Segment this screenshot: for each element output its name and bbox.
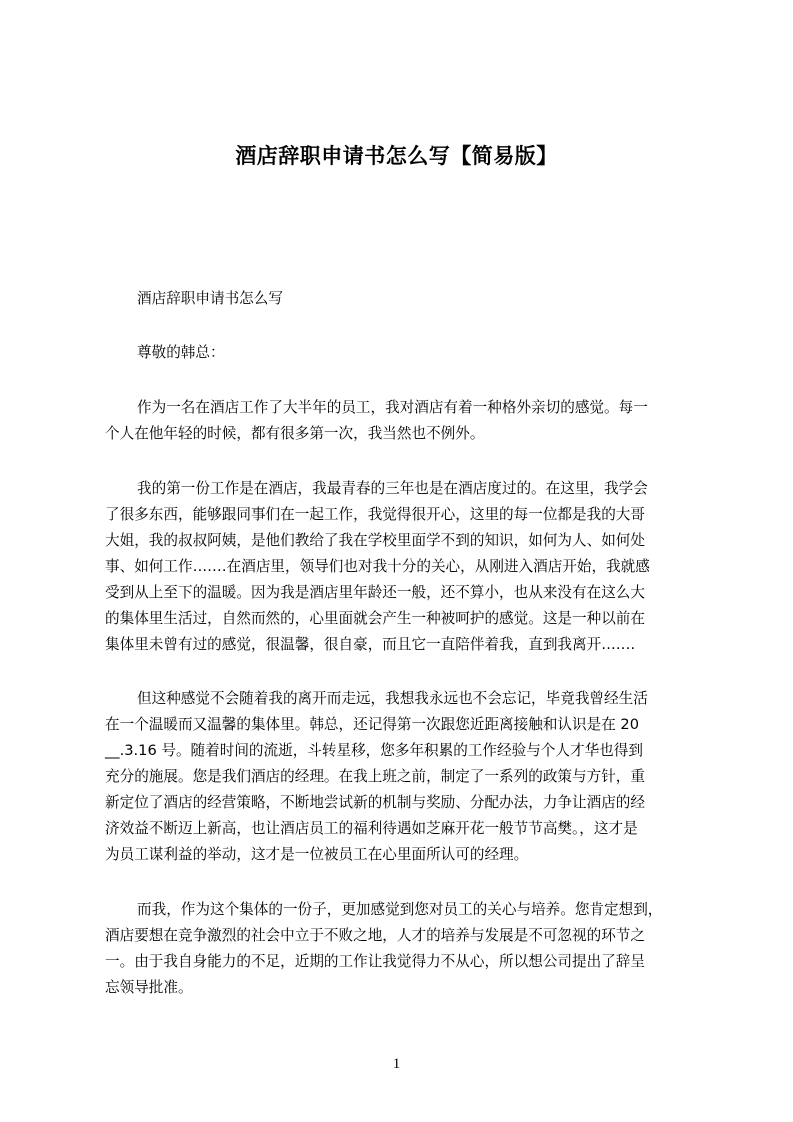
document-title: 酒店辞职申请书怎么写【简易版】 [235, 144, 558, 168]
paragraph-3-line: 为员工谋利益的举动，这才是一位被员工在心里面所认可的经理。 [105, 846, 529, 863]
document-heading: 酒店辞职申请书怎么写 [137, 290, 283, 307]
paragraph-4-line: 忘领导批准。 [105, 979, 193, 996]
paragraph-2-line: 受到从上至下的温暖。因为我是酒店里年龄还一般，还不算小，也从来没有在这么大 [105, 584, 645, 601]
paragraph-2-line: 的集体里生活过，自然而然的，心里面就会产生一种被呵护的感觉。这是一种以前在 [105, 610, 645, 627]
paragraph-1-line: 作为一名在酒店工作了大半年的员工，我对酒店有着一种格外亲切的感觉。每一 [137, 399, 648, 416]
paragraph-4-line: 酒店要想在竞争激烈的社会中立于不败之地，人才的培养与发展是不可忽视的环节之 [105, 927, 645, 944]
paragraph-2-line: 我的第一份工作是在酒店，我最青春的三年也是在酒店度过的。在这里，我学会 [137, 480, 648, 497]
page-number: 1 [392, 1056, 401, 1072]
salutation: 尊敬的韩总： [137, 344, 225, 361]
paragraph-3-line: 在一个温暖而又温馨的集体里。韩总，还记得第一次跟您近距离接触和认识是在 20 [105, 716, 639, 733]
paragraph-3-line: __.3.16 号。随着时间的流逝，斗转星移，您多年积累的工作经验与个人才华也得到 [105, 742, 643, 759]
paragraph-2-line: 集体里未曾有过的感觉，很温馨，很自豪，而且它一直陪伴着我，直到我离开‥…‥ [105, 636, 636, 653]
paragraph-4-line: 而我，作为这个集体的一份子，更加感觉到您对员工的关心与培养。您肯定想到， [137, 901, 663, 918]
paragraph-2-line: 了很多东西，能够跟同事们在一起工作，我觉得很开心，这里的每一位都是我的大哥 [105, 506, 645, 523]
paragraph-3-line: 济效益不断迈上新高，也让酒店员工的福利待遇如芝麻开花一般节节高樊。，这才是 [105, 820, 638, 837]
paragraph-2-line: 事、如何工作‥…‥在酒店里，领导们也对我十分的关心，从刚进入酒店开始，我就感 [105, 558, 650, 575]
paragraph-3-line: 新定位了酒店的经营策略，不断地尝试新的机制与奖励、分配办法，力争让酒店的经 [105, 794, 645, 811]
paragraph-3-line: 但这种感觉不会随着我的离开而走远，我想我永远也不会忘记，毕竟我曾经生活 [137, 690, 648, 707]
paragraph-4-line: 一。由于我自身能力的不足，近期的工作让我觉得力不从心，所以想公司提出了辞呈 [105, 953, 645, 970]
paragraph-3-line: 充分的施展。您是我们酒店的经理。在我上班之前，制定了一系列的政策与方针，重 [105, 768, 645, 785]
paragraph-2-line: 大姐，我的叔叔阿姨，是他们教给了我在学校里面学不到的知识，如何为人、如何处 [105, 532, 645, 549]
paragraph-1-line: 个人在他年轻的时候，都有很多第一次，我当然也不例外。 [105, 425, 485, 442]
